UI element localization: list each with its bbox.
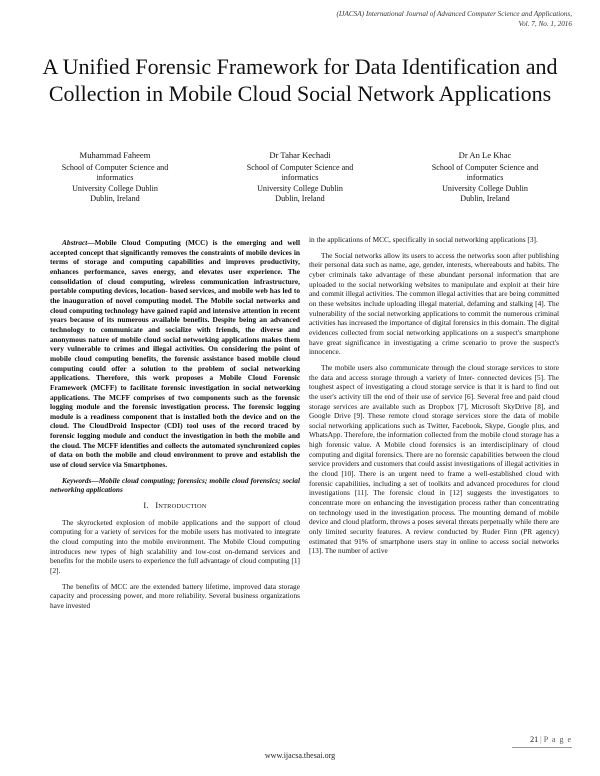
keywords-text: —Mobile cloud computing; forensics; mobile cloud forensics; social networking applications bbox=[50, 475, 300, 495]
right-column bbox=[309, 235, 559, 562]
author-affiliation: informatics bbox=[96, 173, 134, 182]
author-name: Dr An Le Khac bbox=[458, 150, 512, 160]
body-paragraph: The skyrocketed explosion of mobile applications and the support of cloud computing for a variety of services for the mobile users has motivated to integrate the cloud computing into the mobile environment. The Mobile Cloud computing introduces new types of high scalability and low-cost on-demand services and benefits for the mobile users to experience the full advantage of cloud computing [1] [2]. bbox=[50, 517, 300, 575]
body-paragraph: in the applications of MCC, specifically in social networking applications [3]. bbox=[309, 235, 538, 244]
section-heading bbox=[50, 501, 300, 512]
author-name: Dr Tahar Kechadi bbox=[269, 150, 331, 160]
body-paragraph: The benefits of MCC are the extended battery lifetime, improved data storage capacity and processing power, and more reliability. Several business organizations have invested bbox=[50, 581, 300, 610]
page-separator: | bbox=[540, 735, 542, 744]
keywords-label: Keywords bbox=[62, 475, 92, 485]
author-affiliation: Dublin, Ireland bbox=[460, 194, 510, 203]
journal-url: www.ijacsa.thesai.org bbox=[264, 751, 336, 760]
page-number bbox=[530, 735, 572, 744]
author-affiliation: Dublin, Ireland bbox=[90, 194, 140, 203]
page-label: P a g e bbox=[543, 735, 572, 744]
author-affiliation: Dublin, Ireland bbox=[275, 194, 325, 203]
author-affiliation: University College Dublin bbox=[257, 183, 343, 193]
paper-title: A Unified Forensic Framework for Data Identification and Collection in Mobile Cloud Social Network Applications bbox=[42, 54, 558, 106]
section-number: I. bbox=[143, 501, 149, 511]
author-affiliation: University College Dublin bbox=[442, 183, 528, 193]
keywords bbox=[50, 476, 300, 495]
author-affiliation: University College Dublin bbox=[72, 183, 158, 193]
body-paragraph: The mobile users also communicate through the cloud storage services to store the data and access storage through a variety of Inter- connected devices [5]. The toughest aspect of investigating a cloud storage service is that it is hard to find out the user's activity till the end of their use of service [6]. Several free and paid cloud storage services are available such as Dropbox [7], Microsoft SkyDrive [8], and Google Drive [9]. These remote cloud storage services store the data of mobile social networking applications such as Twitter, Facebook, Skype, Google plus, and WhatsApp. Therefore, the information collected from the mobile cloud storage has a high forensic value. A Mobile cloud forensics is an interdisciplinary of cloud computing and digital forensics. There are no forensic capabilities between the cloud service providers and customers that could assist investigations of illegal activities in the cloud [10]. There is an urgent need to frame a well-established cloud with forensic capabilities, including a set of toolkits and advanced procedures for cloud investigations [11]. The forensic cloud in [12] suggests the investigators to concentrate more on enhancing the investigation process rather than concentrating on technology used in the investigation process. The mounting demand of mobile device and cloud platform, throws a poses several threats perpetually while there are only limited security features. A review conducted by Ruder Finn (PR agency) estimated that 91% of smartphone users stay in online to access social networks [13]. The number of active bbox=[309, 362, 559, 556]
section-title-rest: NTRODUCTION bbox=[158, 503, 207, 511]
author-name: Muhammad Faheem bbox=[79, 150, 151, 160]
author-3 bbox=[410, 150, 560, 205]
author-affiliation: informatics bbox=[281, 173, 319, 182]
author-affiliation: School of Computer Science and bbox=[246, 162, 354, 172]
abstract-text: —Mobile Cloud Computing (MCC) is the emerging and well accepted concept that significantly removes the constraints of mobile devices in terms of storage and computing capabilities and improves productivity, enhances performance, saves energy, and elevates user experience. The consolidation of cloud computing, wireless communication infrastructure, portable computing devices, location- based services, and mobile web has led to the inauguration of novel computing model. The Mobile social networks and cloud computing technology have gained rapid and intensive attention in recent years because of its numerous available benefits. Despite being an advanced technology to communicate and socialize with friends, the diverse and anonymous nature of mobile cloud social networking applications makes them very vulnerable to crimes and illegal activities. On considering the point of mobile cloud computing benefits, the forensic assistance based mobile cloud computing could offer a solution to the problem of social networking applications. Therefore, this work proposes a Mobile Cloud Forensic Framework (MCFF) to facilitate forensic investigation in social networking applications. The MCFF comprises of two components such as the forensic logging module and the forensic investigation process. The forensic logging module is a readiness component that is installed both the device and on the cloud. The CloudDroid Inspector (CDI) tool uses of the record traced by forensic logging module and conduct the investigation in both the mobile and the cloud. The MCFF identifies and collects the automated synchronized copies of data on both the mobile and cloud environment to prove and establish the use of cloud service via Smartphones. bbox=[50, 238, 300, 470]
author-affiliation: informatics bbox=[466, 173, 504, 182]
abstract bbox=[50, 238, 300, 470]
section-title-initial: I bbox=[155, 501, 159, 511]
author-block bbox=[40, 150, 560, 205]
author-1 bbox=[40, 150, 190, 205]
body-paragraph: The Social networks allow its users to access the networks soon after publishing their personal data such as name, age, gender, interests, whereabouts and habits. The cyber criminals take advantage of these abundant personal information that are uploaded to the social networking websites to manipulate and exploit at their hire and commit illegal activities. The common illegal activities that are being committed on these websites include uploading illegal material, defaming and stalking [4]. The vulnerability of the social networking applications to commit the numerous criminal activities has increased the importance of digital forensics in this domain. The digital evidences collected from social networking applications on a suspect's smartphone have great significance in investigating a crime scenario to prove the suspect's innocence. bbox=[309, 250, 559, 357]
left-column bbox=[50, 238, 300, 617]
abstract-label: Abstract bbox=[62, 238, 88, 247]
author-2 bbox=[225, 150, 375, 205]
footer-rule bbox=[512, 747, 572, 748]
author-affiliation: School of Computer Science and bbox=[431, 162, 539, 172]
journal-volume: Vol. 7, No. 1, 2016 bbox=[518, 19, 572, 28]
page-number-value: 21 bbox=[530, 735, 539, 744]
journal-name: (IJACSA) International Journal of Advanced Computer Science and Applications, bbox=[336, 10, 572, 18]
journal-header bbox=[242, 10, 572, 29]
author-affiliation: School of Computer Science and bbox=[61, 162, 169, 172]
